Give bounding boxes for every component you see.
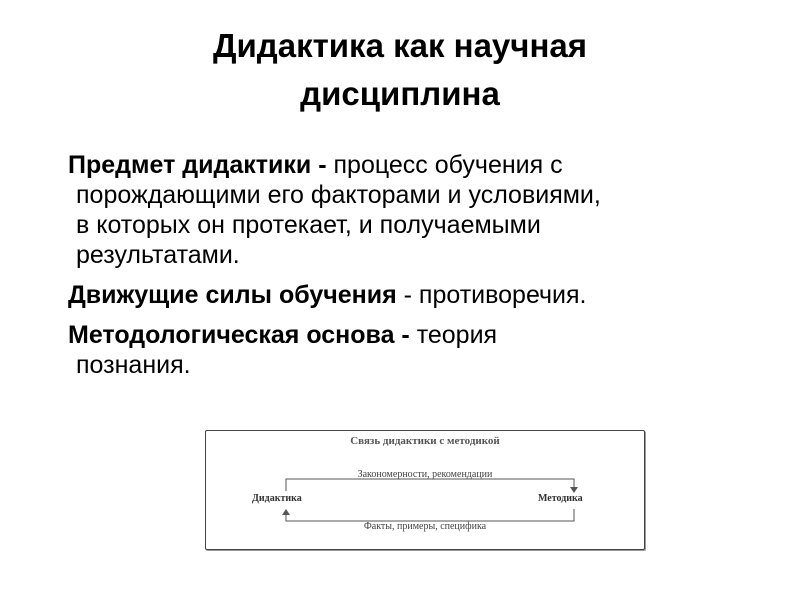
diagram-top-label: Закономерности, рекомендации: [357, 469, 493, 480]
term-driving-forces: Движущие силы обучения: [68, 281, 397, 309]
definition-methodological-basis-line-2: познания.: [76, 351, 191, 379]
slide-title-line-2: дисциплина: [300, 75, 500, 112]
definition-methodological-basis-line-1: теория: [409, 321, 498, 349]
definition-subject-line-2: порождающими его факторами и условиями,: [76, 181, 601, 209]
slide-title-line-1: Дидактика как научная: [213, 27, 587, 64]
definition-subject-line-4: результатами.: [76, 241, 240, 269]
term-methodological-basis: Методологическая основа -: [68, 321, 410, 349]
bottom-arrowhead-icon: [282, 509, 290, 515]
definition-subject-line-1: процесс обучения с: [326, 151, 563, 179]
paragraph-subject: [60, 150, 780, 270]
paragraph-methodological-basis: [60, 320, 780, 380]
definition-driving-forces: - противоречия.: [396, 281, 587, 309]
paragraph-driving-forces: [60, 280, 780, 310]
relation-diagram-figure: [205, 430, 645, 550]
top-connector-line: [286, 479, 574, 491]
slide-title: [0, 22, 800, 118]
diagram-node-methodology: Методика: [538, 493, 583, 504]
slide-body: [60, 150, 780, 390]
definition-subject-line-3: в которых он протекает, и получаемыми: [76, 211, 541, 239]
diagram-node-didactics: Дидактика: [252, 493, 302, 504]
bottom-connector-line: [286, 509, 574, 521]
term-subject: Предмет дидактики -: [68, 151, 327, 179]
diagram-bottom-label: Факты, примеры, специфика: [363, 521, 487, 532]
diagram-title: Связь дидактики с методикой: [350, 435, 500, 447]
